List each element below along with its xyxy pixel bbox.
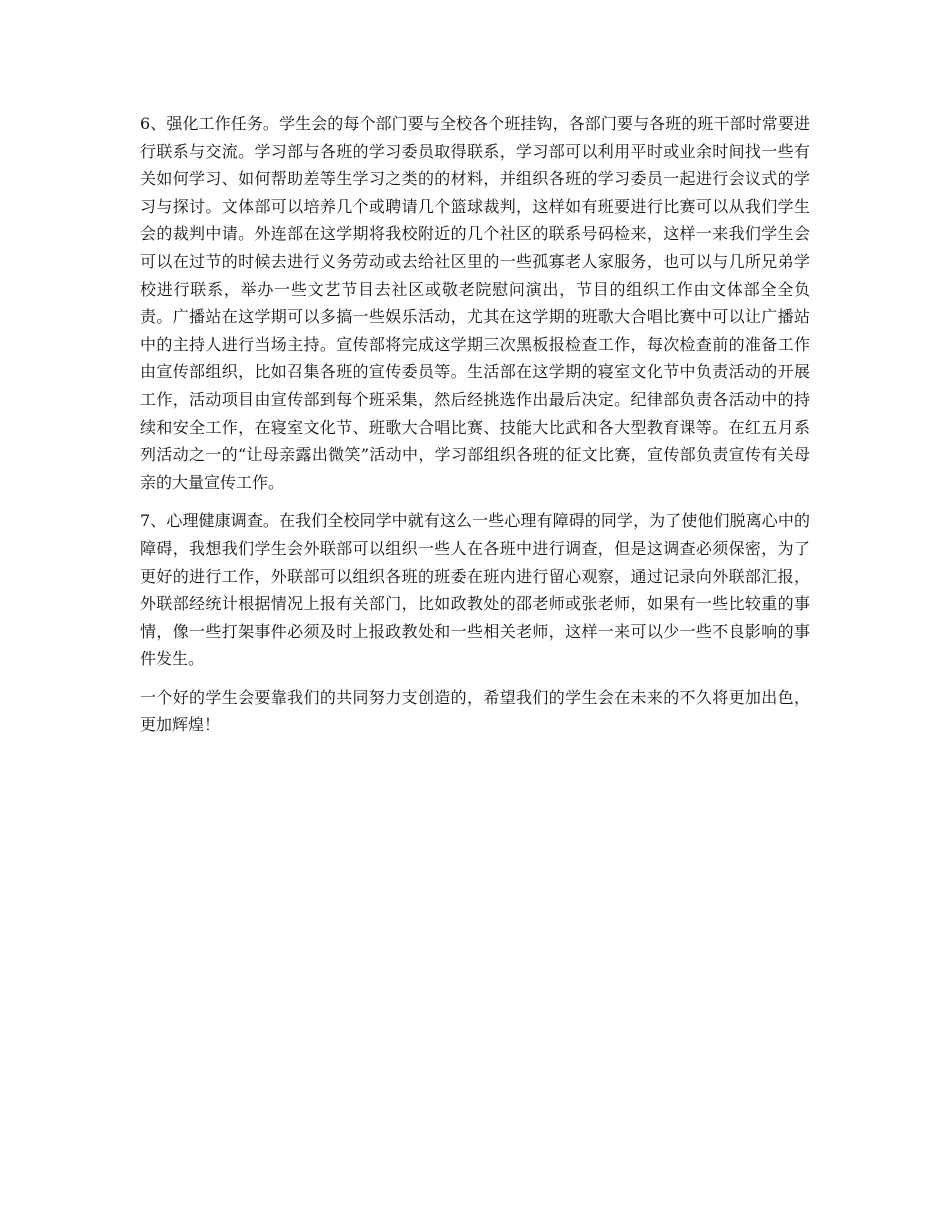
paragraph-task-strengthening: 6、强化工作任务。学生会的每个部门要与全校各个班挂钩，各部门要与各班的班干部时常要进行联系与交流。学习部与各班的学习委员取得联系，学习部可以利用平时或业余时间找一些有关如何学习、如何帮助差等生学习之类的的材料，并组织各班的学习委员一起进行会议式的学习与探讨。文体部可以培养几个或聘请几个篮球裁判，这样如有班要进行比赛可以从我们学生会的裁判中请。外连部在这学期将我校附近的几个社区的联系号码检来，这样一来我们学生会可以在过节的时候去进行义务劳动或去给社区里的一些孤寡老人家服务，也可以与几所兄弟学校进行联系，举办一些文艺节目去社区或敬老院慰问演出，节目的组织工作由文体部全全负责。广播站在这学期可以多搞一些娱乐活动，尤其在这学期的班歌大合唱比赛中可以让广播站中的主持人进行当场主持。宣传部将完成这学期三次黑板报检查工作，每次检查前的准备工作由宣传部组织，比如召集各班的宣传委员等。生活部在这学期的寝室文化节中负责活动的开展工作，活动项目由宣传部到每个班采集，然后经挑选作出最后决定。纪律部负责各活动中的持续和安全工作，在寝室文化节、班歌大合唱比赛、技能大比武和各大型教育课等。在红五月系列活动之一的“让母亲露出微笑”活动中，学习部组织各班的征文比赛，宣传部负责宣传有关母亲的大量宣传工作。 — [140, 114, 810, 492]
paragraph-mental-health-survey: 7、心理健康调查。在我们全校同学中就有这么一些心理有障碍的同学，为了使他们脱离心中的障碍，我想我们学生会外联部可以组织一些人在各班中进行调查，但是这调查必须保密，为了更好的进行工作，外联部可以组织各班的班委在班内进行留心观察，通过记录向外联部汇报，外联部经统计根据情况上报有关部门，比如政教处的邵老师或张老师，如果有一些比较重的事情，像一些打架事件必须及时上报政教处和一些相关老师，这样一来可以少一些不良影响的事件发生。 — [140, 511, 810, 669]
document-body — [140, 110, 810, 750]
paragraph-closing: 一个好的学生会要靠我们的共同努力支创造的，希望我们的学生会在未来的不久将更加出色，更加辉煌！ — [140, 687, 810, 735]
